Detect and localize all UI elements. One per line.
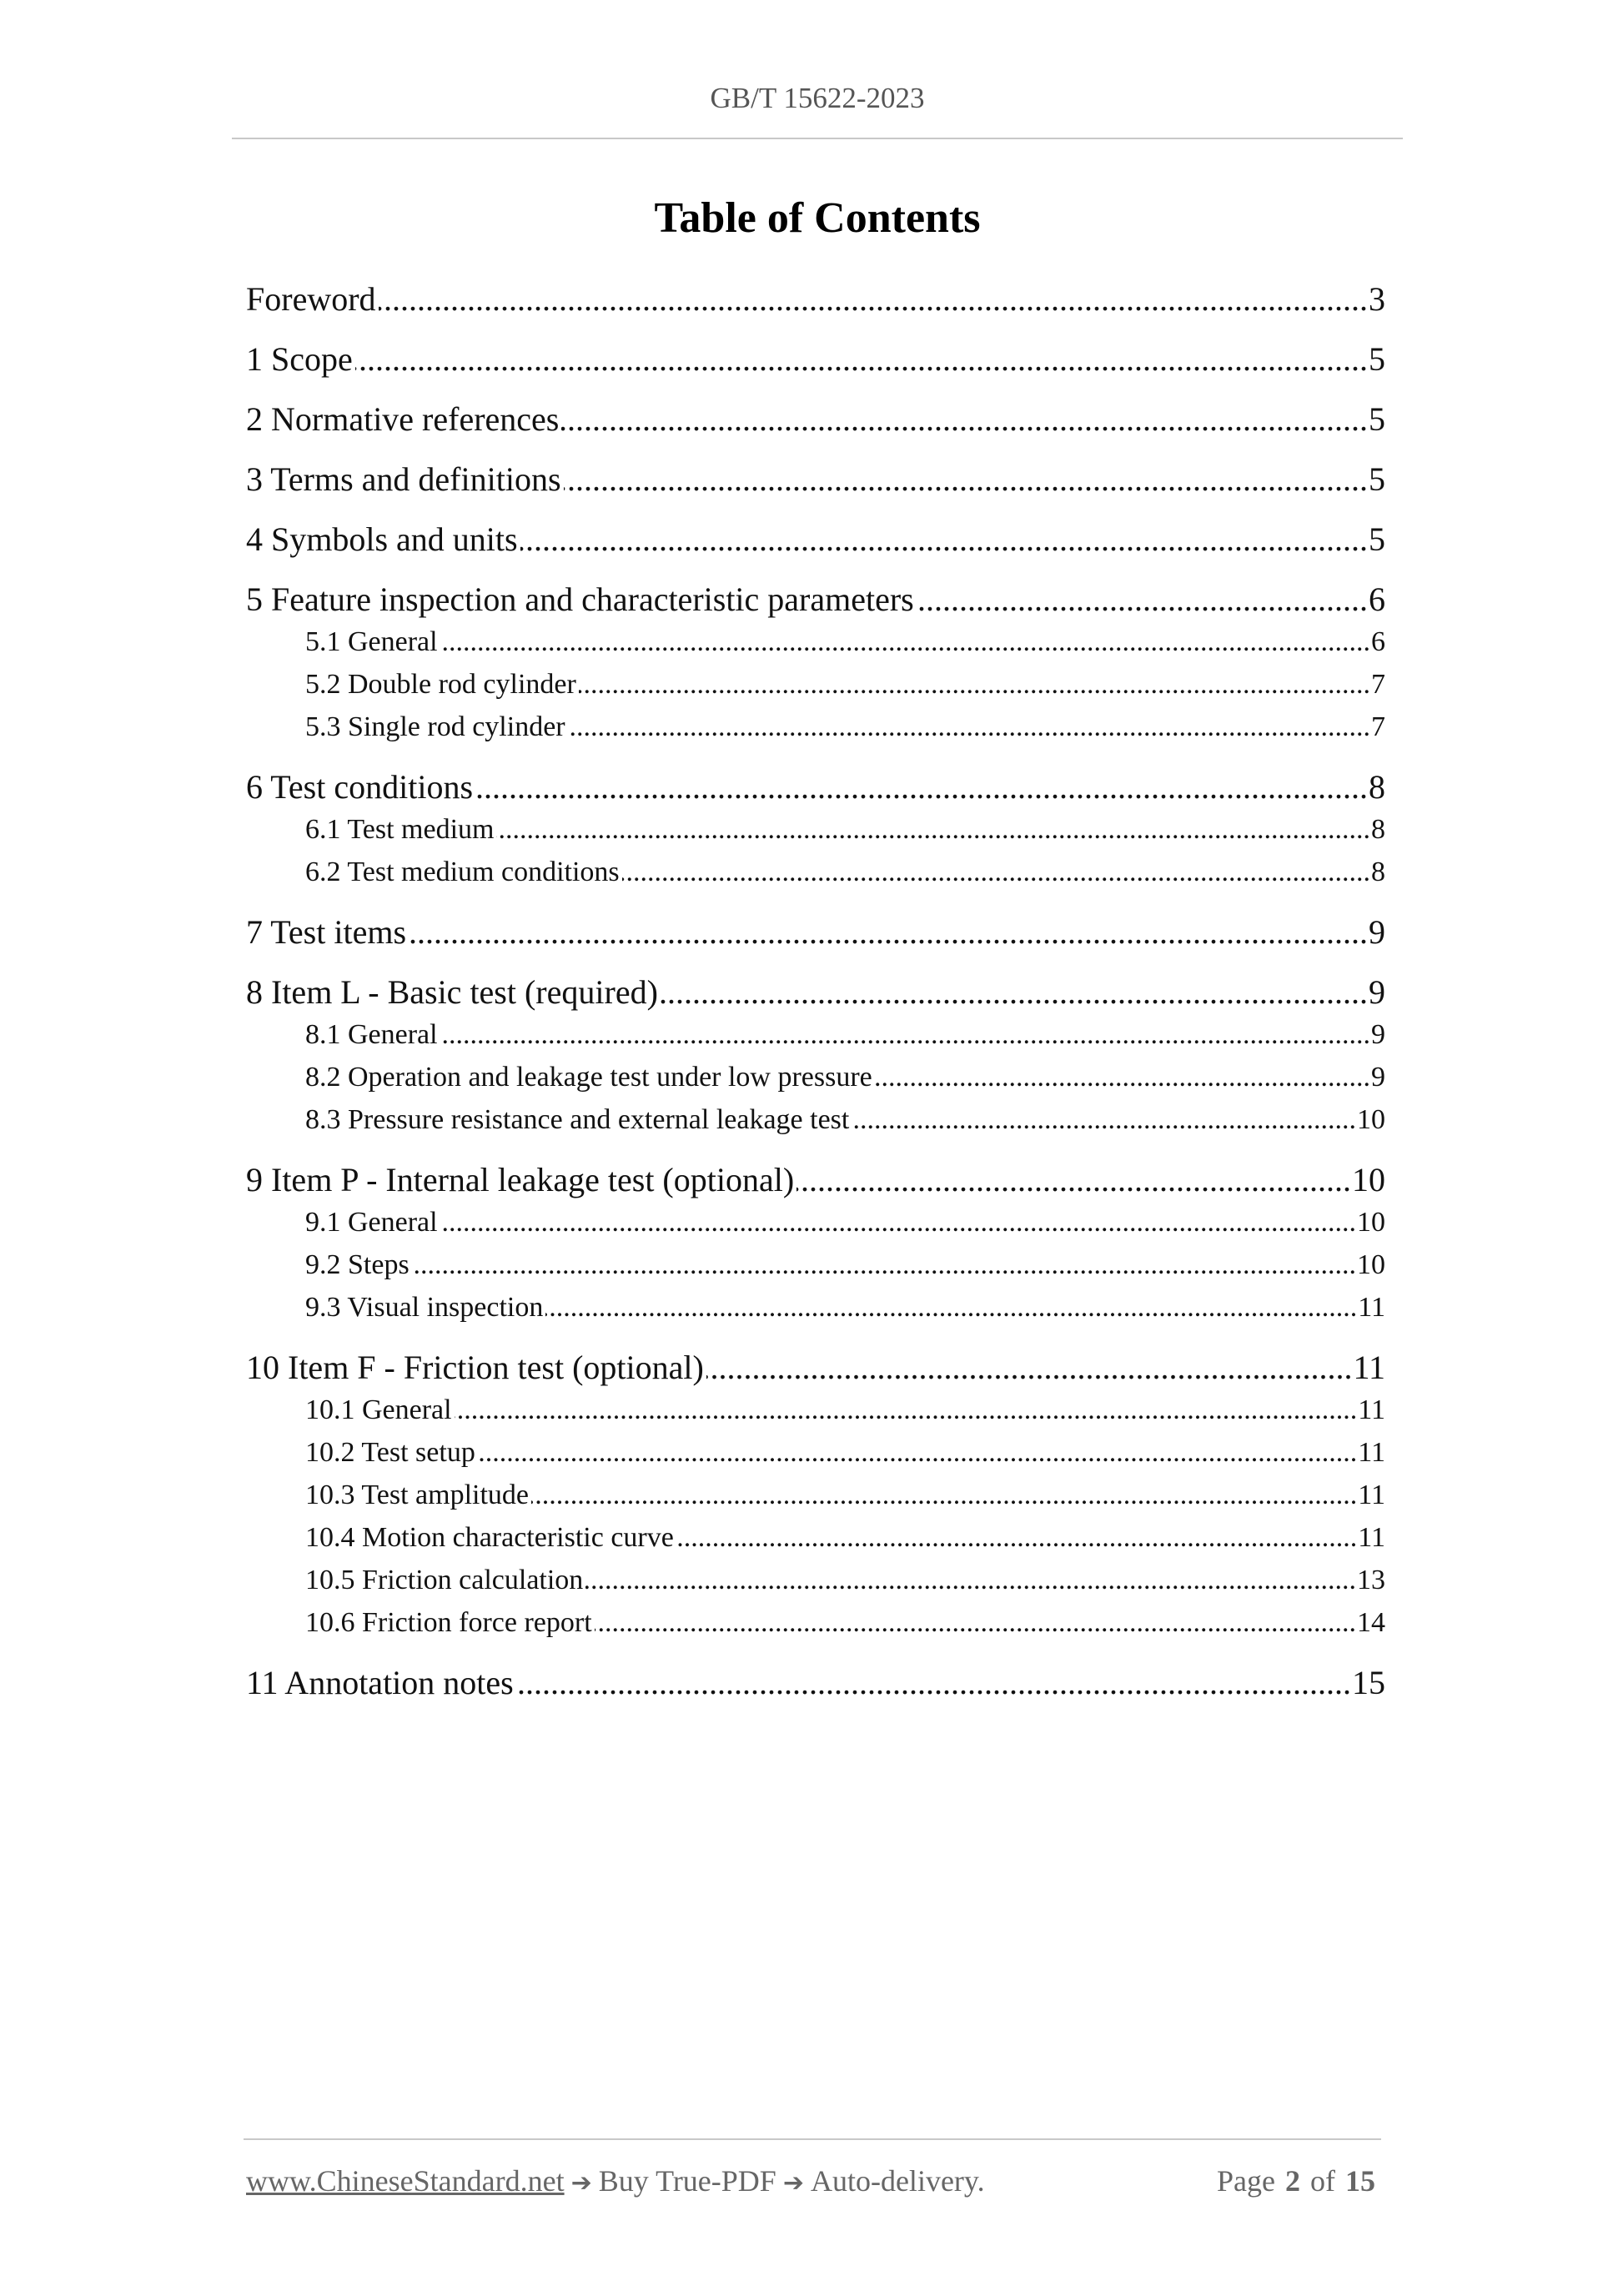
toc-entry-label: Foreword	[246, 280, 376, 318]
toc-dot-leader	[478, 1431, 1357, 1474]
toc-page-number: 6	[1369, 580, 1385, 618]
toc-entry-label: 10.4 Motion characteristic curve	[305, 1522, 674, 1553]
toc-dot-leader	[520, 518, 1368, 560]
toc-entry[interactable]	[246, 911, 1385, 953]
toc-page-number: 8	[1371, 857, 1385, 887]
header-divider	[232, 138, 1403, 139]
toc-subentry[interactable]	[246, 663, 1385, 706]
toc-page-number: 10	[1357, 1104, 1385, 1135]
toc-subentry[interactable]	[246, 1516, 1385, 1559]
toc-dot-leader	[409, 911, 1368, 953]
toc-entry[interactable]	[246, 1158, 1385, 1201]
toc-subentry[interactable]	[246, 1559, 1385, 1601]
toc-entry-label: 9.3 Visual inspection	[305, 1292, 544, 1323]
toc-dot-leader	[585, 1559, 1356, 1601]
toc-dot-leader	[917, 578, 1368, 620]
toc-entry[interactable]	[246, 338, 1385, 380]
toc-entry-label: 10.3 Test amplitude	[305, 1480, 530, 1510]
toc-dot-leader	[568, 706, 1370, 748]
toc-dot-leader	[545, 1286, 1357, 1329]
toc-dot-leader	[440, 1013, 1370, 1056]
toc-subentry[interactable]	[246, 1286, 1385, 1329]
toc-entry-label: 5.2 Double rod cylinder	[305, 669, 576, 700]
toc-dot-leader	[455, 1389, 1358, 1431]
toc-subentry[interactable]	[246, 1201, 1385, 1243]
toc-entry[interactable]	[246, 971, 1385, 1013]
toc-entry-label: 9.1 General	[305, 1207, 438, 1238]
toc-dot-leader	[875, 1056, 1370, 1098]
toc-subentry[interactable]	[246, 1013, 1385, 1056]
toc-page-number: 7	[1371, 711, 1385, 742]
toc-dot-leader	[440, 1201, 1356, 1243]
toc-entry[interactable]	[246, 458, 1385, 500]
toc-page-number: 11	[1358, 1437, 1385, 1468]
toc-dot-leader	[412, 1243, 1356, 1286]
toc-dot-leader	[661, 971, 1368, 1013]
toc-subentry[interactable]	[246, 808, 1385, 851]
toc-page-number: 11	[1353, 1349, 1385, 1386]
footer-step-delivery: Auto-delivery.	[810, 2164, 985, 2198]
toc-page-number: 10	[1357, 1249, 1385, 1280]
toc-entry-label: 3 Terms and definitions	[246, 460, 561, 498]
current-page-number: 2	[1285, 2164, 1300, 2198]
toc-entry-label: 10.6 Friction force report	[305, 1607, 592, 1638]
toc-entry-label: 9.2 Steps	[305, 1249, 410, 1280]
toc-dot-leader	[579, 663, 1370, 706]
toc-entry-label: 8.1 General	[305, 1019, 438, 1050]
toc-entry-label: 6.2 Test medium conditions	[305, 857, 620, 887]
toc-entry-label: 8.2 Operation and leakage test under low pressure	[305, 1062, 872, 1093]
toc-page-number: 8	[1371, 814, 1385, 845]
toc-dot-leader	[595, 1601, 1356, 1644]
toc-dot-leader	[676, 1516, 1357, 1559]
toc-dot-leader	[561, 398, 1368, 440]
toc-subentry[interactable]	[246, 620, 1385, 663]
toc-page-number: 10	[1357, 1207, 1385, 1238]
toc-subentry[interactable]	[246, 1389, 1385, 1431]
toc-entry-label: 6.1 Test medium	[305, 814, 495, 845]
toc-subentry[interactable]	[246, 706, 1385, 748]
page-indicator	[1217, 2162, 1375, 2200]
toc-entry-label: 6 Test conditions	[246, 768, 474, 806]
page-footer	[246, 2162, 1375, 2200]
toc-page-number: 15	[1352, 1664, 1385, 1701]
toc-page-number: 10	[1352, 1161, 1385, 1198]
toc-dot-leader	[622, 851, 1370, 893]
toc-dot-leader	[516, 1661, 1351, 1704]
toc-page-number: 9	[1371, 1019, 1385, 1050]
page-of-word: of	[1310, 2164, 1335, 2198]
toc-entry[interactable]	[246, 1661, 1385, 1704]
toc-entry-label: 7 Test items	[246, 913, 407, 951]
toc-entry[interactable]	[246, 1346, 1385, 1389]
toc-dot-leader	[379, 278, 1368, 320]
toc-page-number: 6	[1371, 626, 1385, 657]
toc-entry-label: 8 Item L - Basic test (required)	[246, 973, 658, 1011]
total-page-count: 15	[1345, 2164, 1375, 2198]
toc-subentry[interactable]	[246, 1098, 1385, 1141]
toc-subentry[interactable]	[246, 1056, 1385, 1098]
toc-subentry[interactable]	[246, 851, 1385, 893]
toc-entry-label: 10.2 Test setup	[305, 1437, 475, 1468]
website-link[interactable]: www.ChineseStandard.net	[246, 2164, 565, 2198]
toc-page-number: 9	[1369, 913, 1385, 951]
toc-dot-leader	[796, 1158, 1351, 1201]
toc-entry-label: 8.3 Pressure resistance and external leakage test	[305, 1104, 850, 1135]
toc-page-number: 3	[1369, 280, 1385, 318]
page-title: Table of Contents	[654, 194, 981, 242]
toc-page-number: 9	[1369, 973, 1385, 1011]
table-of-contents	[246, 260, 1385, 1704]
arrow-right-icon: ➔	[570, 2168, 592, 2198]
toc-entry[interactable]	[246, 578, 1385, 620]
toc-page-number: 5	[1369, 340, 1385, 378]
arrow-right-icon: ➔	[782, 2168, 804, 2198]
toc-dot-leader	[475, 766, 1368, 808]
toc-entry-label: 5.1 General	[305, 626, 438, 657]
toc-page-number: 14	[1357, 1607, 1385, 1638]
toc-entry-label: 5.3 Single rod cylinder	[305, 711, 565, 742]
toc-entry[interactable]	[246, 278, 1385, 320]
toc-page-number: 11	[1358, 1480, 1385, 1510]
toc-dot-leader	[531, 1474, 1357, 1516]
toc-entry-label: 10 Item F - Friction test (optional)	[246, 1349, 704, 1386]
toc-entry-label: 2 Normative references	[246, 400, 560, 438]
toc-dot-leader	[440, 620, 1370, 663]
toc-dot-leader	[706, 1346, 1353, 1389]
toc-page-number: 7	[1371, 669, 1385, 700]
toc-page-number: 5	[1369, 460, 1385, 498]
toc-dot-leader	[564, 458, 1368, 500]
toc-page-number: 11	[1358, 1522, 1385, 1553]
toc-entry[interactable]	[246, 766, 1385, 808]
toc-dot-leader	[496, 808, 1370, 851]
toc-entry[interactable]	[246, 518, 1385, 560]
toc-page-number: 9	[1371, 1062, 1385, 1093]
toc-entry-label: 9 Item P - Internal leakage test (optional)	[246, 1161, 795, 1198]
toc-page-number: 5	[1369, 400, 1385, 438]
footer-promo	[246, 2162, 985, 2200]
toc-dot-leader	[852, 1098, 1356, 1141]
footer-step-buy: Buy True-PDF	[598, 2164, 776, 2198]
toc-page-number: 13	[1357, 1565, 1385, 1595]
toc-page-number: 11	[1358, 1394, 1385, 1425]
toc-dot-leader	[355, 338, 1368, 380]
toc-entry-label: 10.5 Friction calculation	[305, 1565, 584, 1595]
toc-subentry[interactable]	[246, 1243, 1385, 1286]
toc-subentry[interactable]	[246, 1601, 1385, 1644]
toc-page-number: 11	[1358, 1292, 1385, 1323]
toc-subentry[interactable]	[246, 1474, 1385, 1516]
document-code-header: GB/T 15622-2023	[710, 82, 925, 114]
toc-page-number: 8	[1369, 768, 1385, 806]
toc-entry-label: 11 Annotation notes	[246, 1664, 514, 1701]
toc-entry-label: 5 Feature inspection and characteristic parameters	[246, 580, 914, 618]
toc-subentry[interactable]	[246, 1431, 1385, 1474]
toc-entry-label: 4 Symbols and units	[246, 520, 518, 558]
toc-page-number: 5	[1369, 520, 1385, 558]
toc-entry[interactable]	[246, 398, 1385, 440]
page-word: Page	[1217, 2164, 1275, 2198]
toc-entry-label: 1 Scope	[246, 340, 353, 378]
toc-entry-label: 10.1 General	[305, 1394, 452, 1425]
footer-divider	[244, 2138, 1381, 2140]
